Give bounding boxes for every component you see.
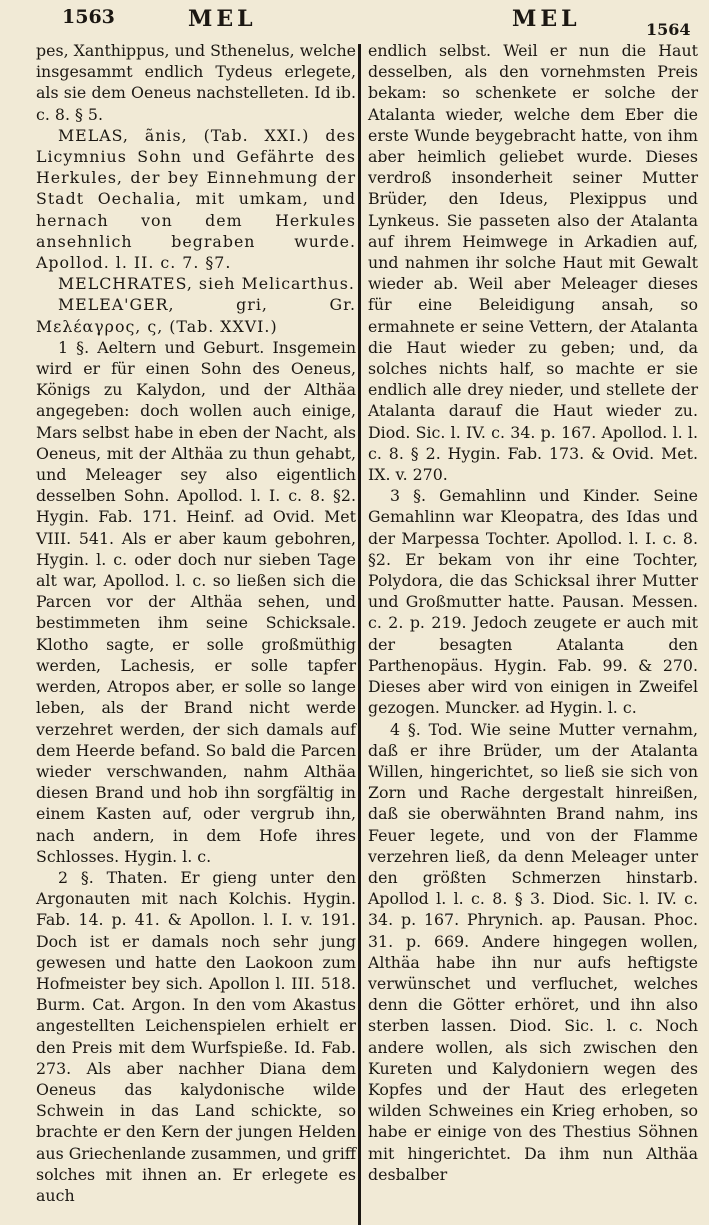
section-4-death: 4 §. Tod. Wie seine Mutter vernahm, daß er ihre Brüder, um der Atalanta Willen, hingerichtet, so ließ sie sich von Zorn und Rache dergestalt hinreißen, daß sie oberwähnten Brand nahm, ins Feuer legete, und von der Flamme verzehren ließ, da denn Meleager unter den größten Schmerzen hinstarb. Apollod l. l. c. 8. § 3. Diod. Sic. l. IV. c. 34. p. 167. Phrynich. ap. Pausan. Phoc. 31. p. 669. Andere hingegen wollen, Althäa habe ihn nur aufs heftigste verwünschet und verfluchet, welches denn die Götter erhöret, und ihn also sterben lassen. Diod. Sic. l. c. Noch andere wollen, als sich zwischen den Kureten und Kalydoniern wegen des Kopfes und der Haut des erlegeten wilden Schweines ein Krieg erhoben, so habe er einige von des Thestius Söhnen mit hingerichtet. Da ihm nun Althäa desbalber xyxy=(368,719,698,1184)
paragraph-continuation: pes, Xanthippus, und Sthenelus, welche insgesammt endlich Tydeus erlegete, als sie dem Oeneus nachstelleten. Id ib. c. 8. § 5. xyxy=(36,41,356,124)
right-column xyxy=(368,40,698,1185)
section-3-wife-children: 3 §. Gemahlinn und Kinder. Seine Gemahlinn war Kleopatra, des Idas und der Marpessa Tochter. Apollod. l. I. c. 8. §2. Er bekam von ihr eine Tochter, Polydora, die das Schicksal ihrer Mutter und Großmutter hatte. Pausan. Messen. c. 2. p. 219. Jedoch zeugete er auch mit der besagten Atalanta den Parthenopäus. Hygin. Fab. 99. & 270. Dieses aber wird von einigen in Zweifel gezogen. Muncker. ad Hygin. l. c. xyxy=(368,486,698,718)
running-head-left: MEL xyxy=(188,6,257,32)
section-2-deeds: 2 §. Thaten. Er gieng unter den Argonauten mit nach Kolchis. Hygin. Fab. 14. p. 41. & Apollon. l. I. v. 191. Doch ist er damals noch sehr jung gewesen und hatte den Laokoon zum Hofmeister bey sich. Apollon l. III. 518. Burm. Cat. Argon. In den vom Akastus angestellten Leichenspielen erhielt er den Preis mit dem Wurfspieße. Id. Fab. 273. Als aber nachher Diana dem Oeneus das kalydonische wilde Schwein in das Land schickte, so brachte er den Kern der jungen Helden aus Griechenlande zusammen, und griff solches mit ihnen an. Er erlegete es auch xyxy=(36,867,356,1205)
page-number-left: 1563 xyxy=(62,6,115,28)
paragraph-continuation-right: endlich selbst. Weil er nun die Haut desselben, als den vornehmsten Preis bekam: so schenkete er solche der Atalanta wieder, welche dem Eber die erste Wunde beygebracht hatte, von ihm aber heimlich geliebet wurde. Dieses verdroß insonderheit seiner Mutter Brüder, den Ideus, Plexippus und Lynkeus. Sie passeten also der Atalanta auf ihrem Heimwege in Arkadien auf, und nahmen ihr solche Haut mit Gewalt wieder ab. Weil aber Meleager dieses für eine Beleidigung ansah, so ermahnete er seine Vettern, der Atalanta die Haut wieder zu geben; und, da solches nichts half, so machte er sie endlich alle drey nieder, und stellete der Atalanta darauf die Haut wieder zu. Diod. Sic. l. IV. c. 34. p. 167. Apollod. l. l. c. 8. § 2. Hygin. Fab. 173. & Ovid. Met. IX. v. 270. xyxy=(368,41,698,485)
left-column xyxy=(36,40,356,1206)
entry-melas: MELAS, ãnis, (Tab. XXI.) des Licymnius Sohn und Gefährte des Herkules, der bey Einnehmung der Stadt Oechalia, mit umkam, und hernach von dem Herkules ansehnlich begraben wurde. Apollod. l. II. c. 7. §7. xyxy=(36,125,356,273)
page-number-right: 1564 xyxy=(646,20,691,39)
running-head-right: MEL xyxy=(512,6,581,32)
entry-melchrates: MELCHRATES, sieh Melicarthus. xyxy=(58,274,355,294)
page-header xyxy=(0,2,709,38)
entry-meleager-heading: MELEA'GER, gri, Gr. Μελέαγρος, ς, (Tab. XXVI.) xyxy=(36,295,356,336)
section-1-parents-birth: 1 §. Aeltern und Geburt. Insgemein wird er für einen Sohn des Oeneus, Königs zu Kalydon, und der Althäa angegeben: doch wollen auch einige, Mars selbst habe in eben der Nacht, als Oeneus, mit der Althäa zu thun gehabt, und Meleager sey also eigentlich desselben Sohn. Apollod. l. I. c. 8. §2. Hygin. Fab. 171. Heinf. ad Ovid. Met VIII. 541. Als er aber kaum gebohren, Hygin. l. c. oder doch nur sieben Tage alt war, Apollod. l. c. so ließen sich die Parcen vor der Althäa sehen, und bestimmeten ihm seine Schicksale. Klotho sagte, er solle großmüthig werden, Lachesis, er solle tapfer werden, Atropos aber, er solle so lange leben, als der Brand nicht werde verzehret werden, der sich damals auf dem Heerde befand. So bald die Parcen wieder verschwanden, nahm Althäa diesen Brand und hob ihn sorgfältig in einem Kasten auf, oder vergrub ihn, nach andern, in dem Hofe ihres Schlosses. Hygin. l. c. xyxy=(36,337,356,866)
column-divider xyxy=(358,44,361,1225)
